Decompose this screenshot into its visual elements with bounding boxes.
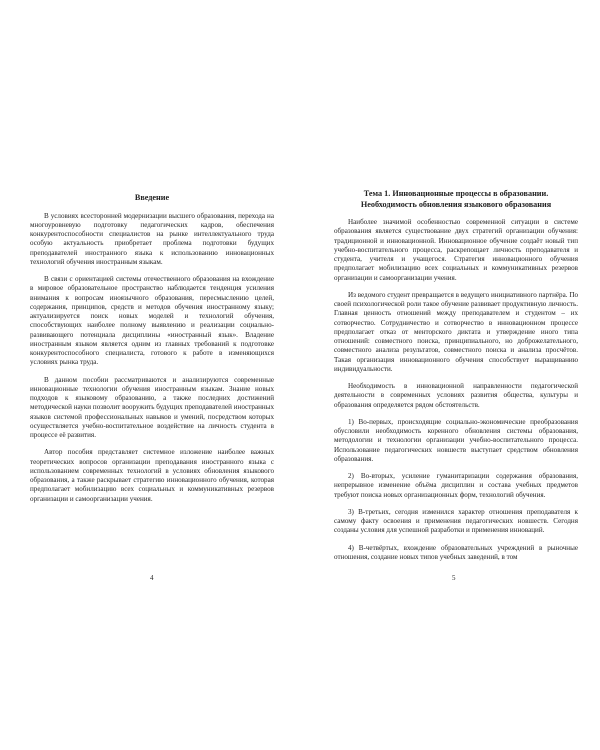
intro-paragraph-1: В условиях всесторонней модернизации высшего образования, перехода на многоуровневую подготовку педагогических кадров, обеспечения конкурентоспособности специалистов на рынке интеллектуального труда особую актуальность приобретает проблема подготовки будущих преподавателей иностранного языка к использованию инновационных технологий обучения иностранным языкам. — [30, 211, 274, 266]
intro-paragraph-2: В связи с ориентацией системы отечественного образования на вхождение в мировое образовательное пространство наблюдается тенденция усиления внимания к вопросам иноязычного образования, пересмыслению целей, содержания, принципов, средств и методов обучения иностранному языку; актуализируется поиск новых моделей и технологий обучения, способствующих наиболее полному выявлению и реализации социально-развивающего потенциала дисциплины «иностранный язык». Владение иностранным языком является одним из главных требований к подготовке конкурентоспособного специалиста, готового к работе в изменяющихся условиях рынка труда. — [30, 275, 274, 367]
introduction-heading: Введение — [134, 193, 170, 202]
intro-paragraph-4: Автор пособия представляет системное изложение наиболее важных теоретических вопросов организации преподавания иностранного языка с использованием современных технологий в условиях обновления языкового образования, а также раскрывает стратегию инновационного обучения, которая предполагает мобилизацию всех социальных и коммуникативных резервов организации и самоорганизации учения. — [30, 448, 274, 503]
intro-paragraph-3: В данном пособии рассматриваются и анализируются современные инновационные технологии обучения иностранным языкам. Знание новых подходов к языковому образованию, а также последних достижений методической науки позволит вооружить будущих преподавателей иностранных языков системой профессиональных навыков и умений, посредством которых осуществляется учебно-воспитательное воздействие на личность студента в процессе её развития. — [30, 375, 274, 439]
topic-paragraph-4: 1) Во-первых, происходящие социально-экономические преобразования обусловили необходимость коренного обновления системы образования, методологии и технологии организации учебно-воспитательного процесса. Использование педагогических новшеств выступает средством обновления образования. — [334, 417, 578, 463]
page-number-right: 5 — [452, 574, 456, 582]
topic-paragraph-5: 2) Во-вторых, усиление гуманитаризации содержания образования, непрерывное изменение объёма дисциплин и состава учебных предметов требуют поиска новых организационных форм, технологий обучения. — [334, 472, 578, 499]
topic-paragraph-6: 3) В-третьих, сегодня изменился характер отношения преподавателя к самому факту освоения и применения педагогических новшеств. Сегодня созданы условия для успешной разработки и применения инноваций. — [334, 507, 578, 535]
topic-paragraph-1: Наиболее значимой особенностью современной ситуации в системе образования является существование двух стратегий организации обучения: традиционной и инновационной. Инновационное обучение создаёт новый тип учебно-воспитательного процесса, раскрепощает личность преподавателя и студента, учителя и учащегося. Стратегия инновационного обучения предполагает мобилизацию всех социальных и коммуникативных резервов организации и самоорганизации учения. — [334, 218, 578, 282]
topic-paragraph-7: 4) В-четвёртых, вхождение образовательных учреждений в рыночные отношения, создание новых типов учебных заведений, в том — [334, 543, 578, 561]
page-number-left: 4 — [150, 574, 154, 582]
right-page-text — [334, 189, 578, 570]
right-page — [300, 0, 600, 750]
topic-paragraph-2: Из ведомого студент превращается в ведущего инициативного партнёра. По своей психологической роли такое обучение развивает продуктивную личность. Главная ценность отношений между преподавателем и студентом – их сотворчество. Сотрудничество и сотворчество в инновационном процессе предполагает отказ от менторского диктата и утверждение иного типа отношений: совместного поиска, принципиального, но доброжелательного, совместного анализа результатов, совместного поиска и анализа просчётов. Такая организация инновационного обучения способствует выращиванию индивидуальности. — [334, 290, 578, 373]
topic-heading — [334, 189, 578, 210]
topic-heading-line-2: Необходимость обновления языкового образования — [360, 199, 552, 209]
topic-heading-line-1: Тема 1. Инновационные процессы в образовании. — [363, 189, 549, 198]
topic-paragraph-3: Необходимость в инновационной направленности педагогической деятельности в современных условиях развития общества, культуры и образования определяется рядом обстоятельств. — [334, 382, 578, 409]
left-page-text — [30, 193, 274, 512]
